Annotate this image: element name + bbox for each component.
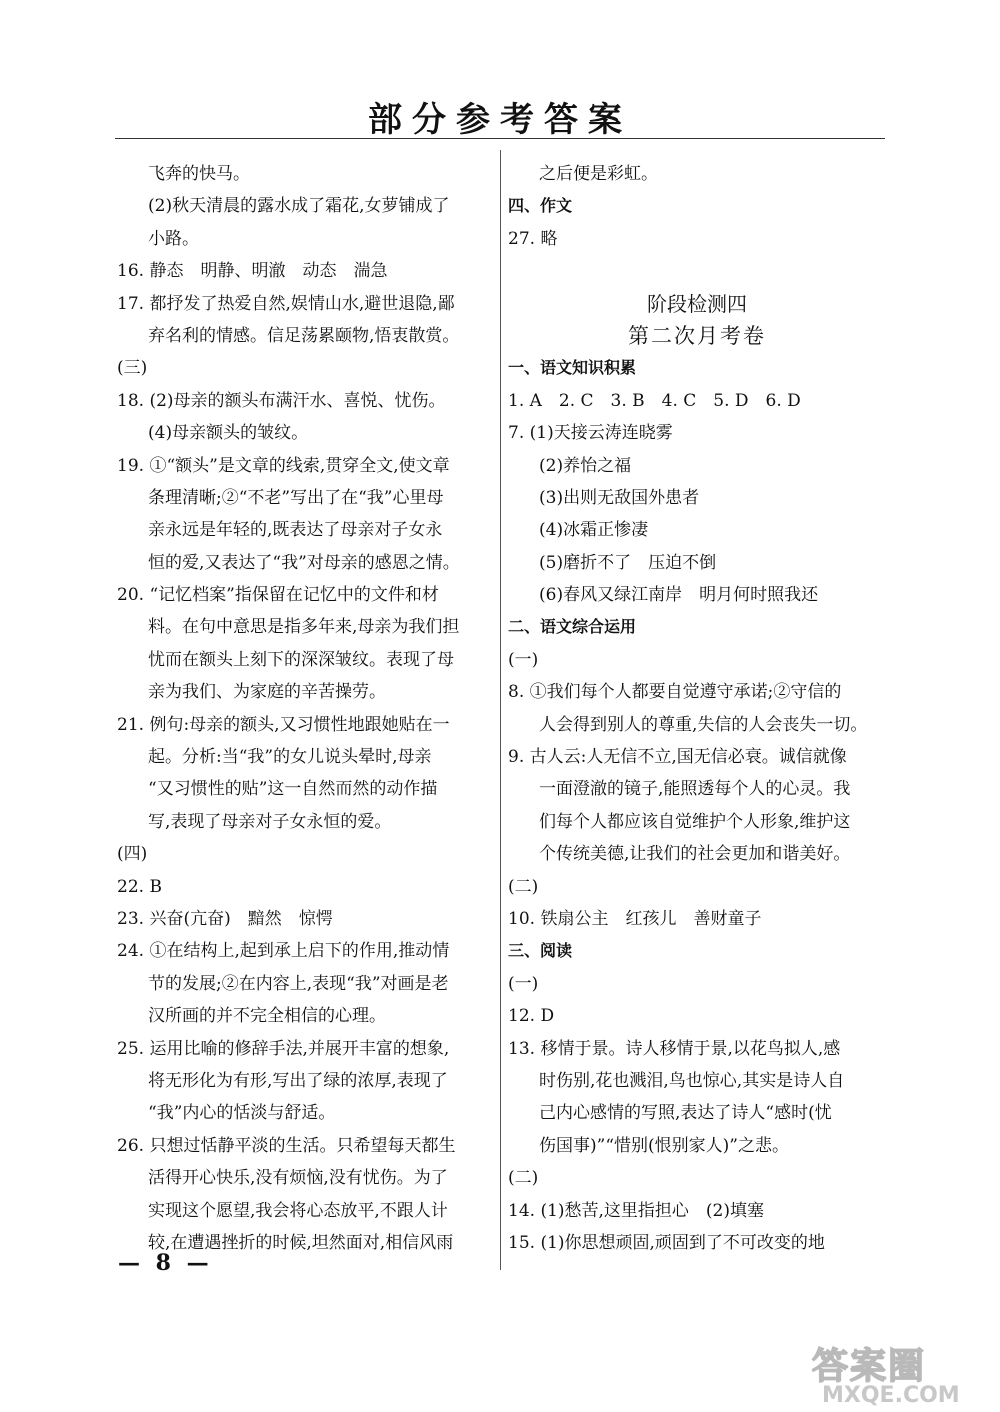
answer-line: (4)冰霜正惨凄 — [539, 520, 649, 541]
right-column — [508, 158, 886, 1259]
answer-line: 9. 古人云:人无信不立,国无信必衰。诚信就像 — [508, 747, 847, 768]
answer-line: 时伤别,花也溅泪,鸟也惊心,其实是诗人自 — [539, 1070, 845, 1091]
answer-line: 弃名利的情感。信足荡累颐物,悟衷散赏。 — [148, 325, 460, 346]
section-heading: 四、作文 — [508, 196, 573, 216]
watermark-logo — [812, 1338, 992, 1408]
answer-line: 将无形化为有形,写出了绿的浓厚,表现了 — [148, 1070, 448, 1091]
answer-line: 亲为我们、为家庭的辛苦操劳。 — [148, 682, 386, 703]
answer-line: (二) — [508, 1168, 539, 1189]
answer-line: 14. (1)愁苦,这里指担心 (2)填塞 — [508, 1200, 765, 1221]
page-title: 部分参考答案 — [368, 100, 632, 140]
section-heading: 二、语文综合运用 — [508, 617, 637, 637]
answer-line: (2)养怡之福 — [539, 455, 632, 476]
answer-line: 16. 静态 明静、明澈 动态 湍急 — [117, 261, 388, 282]
section-heading: 一、语文知识积累 — [508, 358, 637, 378]
answer-line: 1. A 2. C 3. B 4. C 5. D 6. D — [508, 390, 801, 411]
answer-line: 己内心感情的写照,表达了诗人“感时(忧 — [539, 1103, 832, 1124]
answer-line: (3)出则无敌国外患者 — [539, 487, 700, 508]
answer-line: 人会得到别人的尊重,失信的人会丧失一切。 — [539, 714, 868, 735]
answer-line: 10. 铁扇公主 红孩儿 善财童子 — [508, 908, 762, 929]
answer-line: 节的发展;②在内容上,表现“我”对画是老 — [148, 973, 449, 994]
answer-line — [508, 255, 886, 287]
section-title: 阶段检测四 — [647, 291, 747, 316]
watermark-url: MXQE.COM — [822, 1383, 960, 1408]
answer-line: (一) — [508, 973, 539, 994]
column-divider — [500, 150, 501, 1270]
answer-line: 13. 移情于景。诗人移情于景,以花鸟拟人,感 — [508, 1038, 841, 1059]
watermark-text: 答案圈 — [812, 1346, 927, 1387]
answer-line: 8. ①我们每个人都要自觉遵守承诺;②守信的 — [508, 682, 842, 703]
answer-line: (2)秋天清晨的露水成了霜花,女萝铺成了 — [148, 196, 450, 217]
answer-line: 亲永远是年轻的,既表达了母亲对子女永 — [148, 520, 443, 541]
answer-line: 19. ①“额头”是文章的线索,贯穿全文,使文章 — [117, 455, 450, 476]
answer-line: (4)母亲额头的皱纹。 — [148, 423, 309, 444]
answer-line: 之后便是彩虹。 — [539, 164, 658, 184]
answer-line: 料。在句中意思是指多年来,母亲为我们担 — [148, 617, 460, 638]
answer-line: 一面澄澈的镜子,能照透每个人的心灵。我 — [539, 779, 851, 800]
answer-line: 个传统美德,让我们的社会更加和谐美好。 — [539, 844, 851, 865]
answer-line: 伤国事)”“惜别(恨别家人)”之悲。 — [539, 1135, 789, 1156]
answer-line: 飞奔的快马。 — [148, 164, 250, 184]
answer-line: 21. 例句:母亲的额头,又习惯性地跟她贴在一 — [117, 714, 450, 735]
answer-line: 起。分析:当“我”的女儿说头晕时,母亲 — [148, 747, 432, 768]
answer-line: 较,在遭遇挫折的时候,坦然面对,相信风雨 — [148, 1232, 454, 1253]
section-heading: 三、阅读 — [508, 941, 573, 961]
answer-line: 7. (1)天接云涛连晓雾 — [508, 423, 673, 444]
answer-line: 活得开心快乐,没有烦恼,没有忧伤。为了 — [148, 1168, 448, 1189]
answer-line: 26. 只想过恬静平淡的生活。只希望每天都生 — [117, 1135, 456, 1156]
answer-line: 实现这个愿望,我会将心态放平,不跟人计 — [148, 1200, 448, 1221]
answer-line: (6)春风又绿江南岸 明月何时照我还 — [539, 585, 819, 606]
answer-line: 12. D — [508, 1006, 555, 1027]
header-rule — [115, 138, 885, 139]
answer-line: 恒的爱,又表达了“我”对母亲的感恩之情。 — [148, 552, 460, 573]
answer-line: 写,表现了母亲对子女永恒的爱。 — [148, 811, 392, 832]
answer-line: 27. 略 — [508, 228, 558, 249]
answer-line: “又习惯性的贴”这一自然而然的动作描 — [148, 779, 438, 800]
answer-line: 汉所画的并不完全相信的心理。 — [148, 1006, 386, 1027]
answer-line: 忧而在额头上刻下的深深皱纹。表现了母 — [148, 649, 454, 670]
answer-line: (一) — [508, 649, 539, 670]
answer-line: 15. (1)你思想顽固,顽固到了不可改变的地 — [508, 1232, 825, 1253]
answer-line: (二) — [508, 876, 539, 897]
answer-line: 条理清晰;②“不老”写出了在“我”心里母 — [148, 487, 444, 508]
left-column — [117, 158, 495, 1259]
answer-line: 23. 兴奋(亢奋) 黯然 惊愕 — [117, 908, 333, 929]
answer-line: 小路。 — [148, 228, 199, 249]
answer-line: 25. 运用比喻的修辞手法,并展开丰富的想象, — [117, 1038, 450, 1059]
answer-line: 们每个人都应该自觉维护个人形象,维护这 — [539, 811, 851, 832]
page-number: — 8 — — [118, 1250, 213, 1276]
section-title: 第二次月考卷 — [628, 323, 766, 348]
answer-line: 22. B — [117, 876, 162, 897]
answer-line: (四) — [117, 844, 148, 865]
answer-line: (三) — [117, 358, 148, 379]
answer-line: 17. 都抒发了热爱自然,娱情山水,避世退隐,鄙 — [117, 293, 455, 314]
answer-line: 24. ①在结构上,起到承上启下的作用,推动情 — [117, 941, 450, 962]
answer-line: 20. “记忆档案”指保留在记忆中的文件和材 — [117, 585, 439, 606]
answer-line: (5)磨折不了 压迫不倒 — [539, 552, 717, 573]
answer-line: 18. (2)母亲的额头布满汗水、喜悦、忧伤。 — [117, 390, 446, 411]
answer-line: “我”内心的恬淡与舒适。 — [148, 1103, 336, 1124]
